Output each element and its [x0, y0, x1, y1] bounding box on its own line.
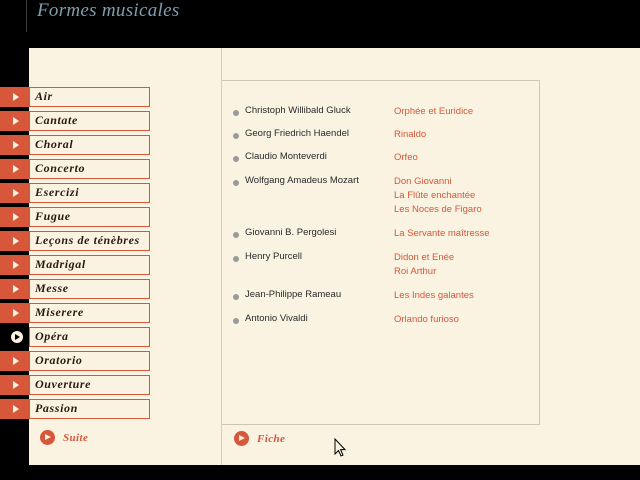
menu-item-box[interactable] [29, 159, 150, 179]
opera-link[interactable]: Don Giovanni [394, 176, 452, 187]
opera-link[interactable]: Orphée et Euridice [394, 106, 474, 117]
menu-item[interactable] [0, 399, 150, 419]
menu-item-box[interactable] [29, 135, 150, 155]
suite-label: Suite [63, 431, 89, 444]
menu-item[interactable] [0, 183, 150, 203]
play-arrow-icon [234, 431, 249, 446]
bullet-icon [233, 156, 239, 162]
arrow-right-icon[interactable] [0, 231, 29, 251]
menu-item[interactable] [0, 327, 150, 347]
opera-link[interactable]: Les Noces de Figaro [394, 204, 482, 215]
title-divider [26, 0, 27, 32]
works-list [394, 128, 426, 142]
suite-button[interactable] [40, 430, 88, 445]
menu-item-label: Passion [35, 401, 78, 415]
selected-indicator-icon[interactable] [0, 327, 29, 347]
composer-name: Claudio Monteverdi [245, 151, 327, 162]
menu-item[interactable] [0, 159, 150, 179]
menu-item-label: Ouverture [35, 377, 92, 391]
opera-link[interactable]: Didon et Enée [394, 252, 455, 263]
arrow-right-icon[interactable] [0, 375, 29, 395]
arrow-right-icon[interactable] [0, 111, 29, 131]
bullet-icon [233, 318, 239, 324]
arrow-right-icon[interactable] [0, 351, 29, 371]
menu-item-label: Messe [35, 281, 69, 295]
menu-item-box[interactable] [29, 231, 150, 251]
menu-item-box[interactable] [29, 111, 150, 131]
menu-item-label: Miserere [35, 305, 84, 319]
bullet-icon [233, 294, 239, 300]
works-list [394, 227, 490, 241]
arrow-right-icon[interactable] [0, 87, 29, 107]
menu-item[interactable] [0, 255, 150, 275]
bullet-icon [233, 180, 239, 186]
menu-item[interactable] [0, 87, 150, 107]
composer-name: Christoph Willibald Gluck [245, 105, 351, 116]
opera-link[interactable]: Roi Arthur [394, 266, 437, 277]
menu-item-label: Cantate [35, 113, 78, 127]
composer-name: Wolfgang Amadeus Mozart [245, 175, 359, 186]
arrow-right-icon[interactable] [0, 303, 29, 323]
menu-item[interactable] [0, 231, 150, 251]
menu-item-box[interactable] [29, 207, 150, 227]
arrow-right-icon[interactable] [0, 207, 29, 227]
arrow-right-icon[interactable] [0, 399, 29, 419]
menu-item-label: Air [35, 89, 53, 103]
menu-item[interactable] [0, 279, 150, 299]
menu-item-label: Opéra [35, 329, 69, 343]
composer-name: Giovanni B. Pergolesi [245, 227, 337, 238]
app-title: Formes musicales [37, 0, 180, 21]
next-arrow-icon [40, 430, 55, 445]
bullet-icon [233, 256, 239, 262]
arrow-right-icon[interactable] [0, 135, 29, 155]
menu-item-box[interactable] [29, 327, 150, 347]
composer-name: Jean-Philippe Rameau [245, 289, 342, 300]
menu-item-box[interactable] [29, 351, 150, 371]
arrow-right-icon[interactable] [0, 279, 29, 299]
works-list [394, 251, 454, 279]
menu-item[interactable] [0, 135, 150, 155]
fiche-label: Fiche [257, 432, 286, 445]
menu-item-label: Oratorio [35, 353, 83, 367]
opera-link[interactable]: La Flûte enchantée [394, 190, 476, 201]
title-bar [0, 0, 640, 48]
opera-link[interactable]: Orlando furioso [394, 314, 459, 325]
works-list [394, 313, 459, 327]
arrow-right-icon[interactable] [0, 159, 29, 179]
menu-item-box[interactable] [29, 279, 150, 299]
works-list [394, 151, 418, 165]
menu-item[interactable] [0, 351, 150, 371]
opera-link[interactable]: Rinaldo [394, 129, 427, 140]
opera-link[interactable]: La Servante maîtresse [394, 228, 490, 239]
mouse-cursor-icon [334, 438, 346, 458]
composer-name: Georg Friedrich Haendel [245, 128, 350, 139]
fiche-button[interactable] [234, 431, 285, 446]
bullet-icon [233, 110, 239, 116]
arrow-right-icon[interactable] [0, 183, 29, 203]
menu-item[interactable] [0, 207, 150, 227]
menu-item-label: Madrigal [35, 257, 86, 271]
menu-item-label: Fugue [35, 209, 71, 223]
works-list [394, 105, 473, 119]
menu-item-box[interactable] [29, 183, 150, 203]
menu-item-label: Leçons de ténèbres [35, 233, 140, 247]
bullet-icon [233, 133, 239, 139]
menu-item-box[interactable] [29, 303, 150, 323]
menu-item-box[interactable] [29, 255, 150, 275]
menu-item[interactable] [0, 375, 150, 395]
bullet-icon [233, 232, 239, 238]
menu-item-box[interactable] [29, 399, 150, 419]
menu-item-label: Esercizi [35, 185, 80, 199]
opera-link[interactable]: Les Indes galantes [394, 290, 474, 301]
bottom-bar [0, 465, 640, 480]
menu-item-label: Concerto [35, 161, 86, 175]
opera-link[interactable]: Orfeo [394, 152, 418, 163]
menu-item-box[interactable] [29, 375, 150, 395]
arrow-right-icon[interactable] [0, 255, 29, 275]
menu-item[interactable] [0, 303, 150, 323]
menu-item[interactable] [0, 111, 150, 131]
menu-item-box[interactable] [29, 87, 150, 107]
works-list [394, 289, 474, 303]
works-list [394, 175, 482, 217]
composer-name: Henry Purcell [245, 251, 303, 262]
menu-item-label: Choral [35, 137, 74, 151]
composer-name: Antonio Vivaldi [245, 313, 308, 324]
